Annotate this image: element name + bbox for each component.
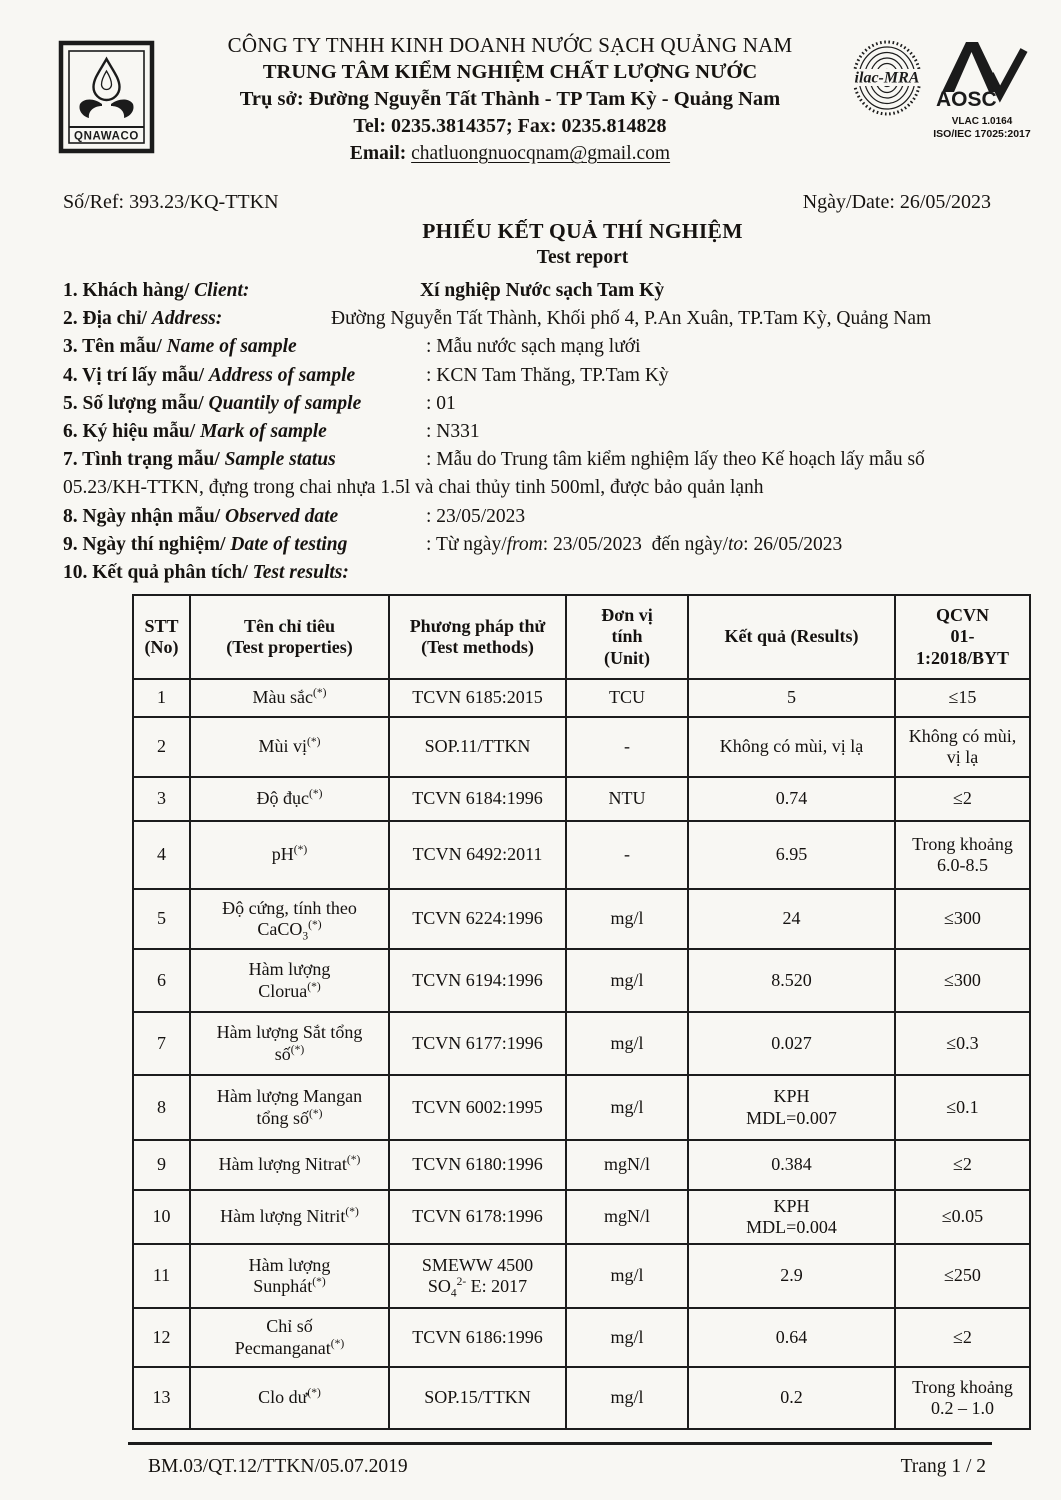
cell-no: 13 (133, 1367, 190, 1429)
ref-number: Số/Ref: 393.23/KQ-TTKN (63, 191, 279, 213)
cell-limit: ≤2 (895, 1140, 1030, 1190)
cell-result: 5 (688, 679, 895, 717)
cell-result: 8.520 (688, 949, 895, 1012)
table-row (133, 1012, 1030, 1075)
cell-method: TCVN 6194:1996 (389, 949, 566, 1012)
info-label: 4. Vị trí lấy mẫu/ Address of sample (63, 364, 356, 386)
footer-rule (128, 1442, 992, 1445)
cell-unit: mgN/l (566, 1190, 688, 1244)
cell-method: TCVN 6224:1996 (389, 889, 566, 949)
cell-limit: ≤250 (895, 1244, 1030, 1308)
info-item-1 (63, 277, 1013, 305)
info-item-8 (63, 503, 1013, 531)
info-item-2 (63, 305, 1013, 333)
cell-result: 0.74 (688, 777, 895, 821)
cell-method: TCVN 6184:1996 (389, 777, 566, 821)
cell-result: 0.384 (688, 1140, 895, 1190)
info-value: : KCN Tam Thăng, TP.Tam Kỳ (426, 364, 669, 386)
meta-row (63, 191, 991, 214)
cell-result: 2.9 (688, 1244, 895, 1308)
info-label: 5. Số lượng mẫu/ Quantily of sample (63, 392, 362, 414)
table-header-cell: Phương pháp thử (Test methods) (389, 595, 566, 679)
info-value: : Từ ngày/from: 23/05/2023 đến ngày/to: 26/05/2023 (426, 533, 843, 555)
ilac-mra-text: ilac-MRA (854, 69, 920, 87)
email-label: Email: (349, 143, 407, 164)
cell-limit: ≤0.05 (895, 1190, 1030, 1244)
info-item-4 (63, 362, 1013, 390)
cell-no: 9 (133, 1140, 190, 1190)
cell-method: TCVN 6492:2011 (389, 821, 566, 889)
cell-name: Độ đục(*) (190, 777, 389, 821)
table-row (133, 1075, 1030, 1140)
results-table (132, 594, 1031, 1430)
info-value: Xí nghiệp Nước sạch Tam Kỳ (420, 280, 665, 301)
cell-name: Hàm lượng Nitrat(*) (190, 1140, 389, 1190)
info-label: 10. Kết quả phân tích/ Test results: (63, 562, 349, 584)
table-row (133, 821, 1030, 889)
info-value: : N331 (426, 421, 480, 443)
cell-method: SOP.15/TTKN (389, 1367, 566, 1429)
cell-no: 5 (133, 889, 190, 949)
aosc-logo (922, 36, 1042, 141)
cell-name: Hàm lượng Sunphát(*) (190, 1244, 389, 1308)
cell-result: 6.95 (688, 821, 895, 889)
ilac-mra-logo (849, 38, 925, 118)
cell-limit: ≤15 (895, 679, 1030, 717)
info-item-9 (63, 531, 1013, 559)
cell-unit: TCU (566, 679, 688, 717)
head-address: Trụ sở: Đường Nguyễn Tất Thành - TP Tam Kỳ - Quảng Nam (239, 88, 781, 110)
cell-result: 24 (688, 889, 895, 949)
cell-result: Không có mùi, vị lạ (688, 717, 895, 777)
qnawaco-stamp-logo (58, 40, 155, 154)
cell-no: 10 (133, 1190, 190, 1244)
info-label: 8. Ngày nhận mẫu/ Observed date (63, 505, 339, 527)
cell-method: TCVN 6186:1996 (389, 1308, 566, 1367)
cell-no: 4 (133, 821, 190, 889)
cell-no: 3 (133, 777, 190, 821)
cell-unit: mg/l (566, 1012, 688, 1075)
table-header-cell: QCVN 01- 1:2018/BYT (895, 595, 1030, 679)
qnawaco-logo-text: QNAWACO (74, 130, 139, 143)
cell-unit: mg/l (566, 1308, 688, 1367)
cell-no: 2 (133, 717, 190, 777)
cell-unit: mg/l (566, 1244, 688, 1308)
cell-name: Clo dư(*) (190, 1367, 389, 1429)
cell-no: 6 (133, 949, 190, 1012)
cell-method: TCVN 6180:1996 (389, 1140, 566, 1190)
cell-unit: mg/l (566, 889, 688, 949)
table-header-row (133, 595, 1030, 679)
info-value: : Mẫu do Trung tâm kiểm nghiệm lấy theo Kế hoạch lấy mẫu số 05.23/KH-TTKN, đựng trong chai nhựa 1.5l và chai thủy tinh 500ml, được bảo quản lạnh (63, 449, 930, 499)
cell-unit: mg/l (566, 1367, 688, 1429)
cell-limit: ≤2 (895, 1308, 1030, 1367)
email-line (148, 140, 872, 167)
cell-limit: Trong khoảng 6.0-8.5 (895, 821, 1030, 889)
cell-name: Hàm lượng Nitrit(*) (190, 1190, 389, 1244)
cell-limit: ≤0.3 (895, 1012, 1030, 1075)
cell-method: TCVN 6178:1996 (389, 1190, 566, 1244)
cell-name: Độ cứng, tính theo CaCO$_3$(*) (190, 889, 389, 949)
letterhead (148, 32, 872, 167)
info-item-10 (63, 559, 1013, 587)
email-link[interactable]: chatluongnuocqnam@gmail.com (411, 143, 671, 164)
cell-unit: mg/l (566, 949, 688, 1012)
cell-method: SMEWW 4500 $SO_4^{2-}$ E: 2017 (389, 1244, 566, 1308)
cell-method: TCVN 6177:1996 (389, 1012, 566, 1075)
table-row (133, 1308, 1030, 1367)
table-header-cell: STT (No) (133, 595, 190, 679)
sample-info-list (63, 277, 1013, 587)
info-value: Đường Nguyễn Tất Thành, Khối phố 4, P.An Xuân, TP.Tam Kỳ, Quảng Nam (331, 308, 932, 330)
table-row (133, 889, 1030, 949)
water-drop-icon (94, 59, 120, 100)
title-block (106, 219, 1059, 269)
cell-result: 0.027 (688, 1012, 895, 1075)
aosc-mark-icon (934, 36, 1030, 110)
info-label: 2. Địa chỉ/ Address: (63, 308, 223, 330)
info-label: 6. Ký hiệu mẫu/ Mark of sample (63, 421, 327, 443)
cell-unit: mg/l (566, 1075, 688, 1140)
info-item-3 (63, 333, 1013, 361)
cell-no: 11 (133, 1244, 190, 1308)
cell-name: Màu sắc(*) (190, 679, 389, 717)
tel-fax-line: Tel: 0235.3814357; Fax: 0235.814828 (353, 115, 667, 137)
cell-unit: mgN/l (566, 1140, 688, 1190)
table-row (133, 777, 1030, 821)
info-value: : 01 (426, 392, 456, 414)
table-row (133, 1190, 1030, 1244)
company-name: CÔNG TY TNHH KINH DOANH NƯỚC SẠCH QUẢNG NAM (227, 33, 793, 57)
cell-name: Hàm lượng Mangan tổng số(*) (190, 1075, 389, 1140)
table-row (133, 1244, 1030, 1308)
cell-method: TCVN 6185:2015 (389, 679, 566, 717)
cell-result: 0.64 (688, 1308, 895, 1367)
report-date: Ngày/Date: 26/05/2023 (802, 191, 991, 213)
info-label: 3. Tên mẫu/ Name of sample (63, 336, 297, 358)
cell-unit: - (566, 821, 688, 889)
table-header-cell: Đơn vị tính (Unit) (566, 595, 688, 679)
cell-name: Hàm lượng Clorua(*) (190, 949, 389, 1012)
cell-name: Chỉ số Pecmanganat(*) (190, 1308, 389, 1367)
center-name: TRUNG TÂM KIỂM NGHIỆM CHẤT LƯỢNG NƯỚC (262, 61, 758, 83)
aosc-iso-line: ISO/IEC 17025:2017 (933, 128, 1031, 140)
info-item-6 (63, 418, 1013, 446)
cell-limit: ≤300 (895, 889, 1030, 949)
info-item-5 (63, 390, 1013, 418)
cell-limit: Trong khoảng 0.2 – 1.0 (895, 1367, 1030, 1429)
info-item-7 (63, 446, 1013, 502)
info-label: 9. Ngày thí nghiệm/ Date of testing (63, 533, 348, 555)
cell-limit: Không có mùi, vị lạ (895, 717, 1030, 777)
aosc-vlac-line: VLAC 1.0164 (951, 116, 1013, 127)
cell-method: TCVN 6002:1995 (389, 1075, 566, 1140)
cell-name: Hàm lượng Sắt tổng số(*) (190, 1012, 389, 1075)
cell-limit: ≤0.1 (895, 1075, 1030, 1140)
footer (148, 1456, 986, 1478)
cell-unit: NTU (566, 777, 688, 821)
table-header-cell: Tên chỉ tiêu (Test properties) (190, 595, 389, 679)
cell-method: SOP.11/TTKN (389, 717, 566, 777)
table-row (133, 717, 1030, 777)
table-row (133, 1367, 1030, 1429)
table-row (133, 1140, 1030, 1190)
cell-limit: ≤2 (895, 777, 1030, 821)
cell-result: KPH MDL=0.007 (688, 1075, 895, 1140)
cell-no: 12 (133, 1308, 190, 1367)
cell-unit: - (566, 717, 688, 777)
cell-result: KPH MDL=0.004 (688, 1190, 895, 1244)
report-title-en: Test report (536, 247, 629, 268)
table-row (133, 679, 1030, 717)
left-hand-icon (79, 100, 102, 119)
table-row (133, 949, 1030, 1012)
cell-limit: ≤300 (895, 949, 1030, 1012)
cell-no: 7 (133, 1012, 190, 1075)
cell-name: Mùi vị(*) (190, 717, 389, 777)
cell-name: pH(*) (190, 821, 389, 889)
table-header-cell: Kết quả (Results) (688, 595, 895, 679)
info-value: : 23/05/2023 (426, 505, 526, 527)
cell-result: 0.2 (688, 1367, 895, 1429)
cell-no: 8 (133, 1075, 190, 1140)
form-code: BM.03/QT.12/TTKN/05.07.2019 (148, 1456, 408, 1477)
cell-no: 1 (133, 679, 190, 717)
right-hand-icon (111, 100, 134, 119)
report-title-vi: PHIẾU KẾT QUẢ THÍ NGHIỆM (422, 219, 743, 243)
info-value: : Mẫu nước sạch mạng lưới (426, 336, 641, 358)
info-label: 1. Khách hàng/ Client: (63, 280, 250, 301)
info-label: 7. Tình trạng mẫu/ Sample status (63, 449, 336, 471)
page-number: Trang 1 / 2 (900, 1456, 986, 1477)
aosc-text: AOSC (936, 88, 997, 110)
